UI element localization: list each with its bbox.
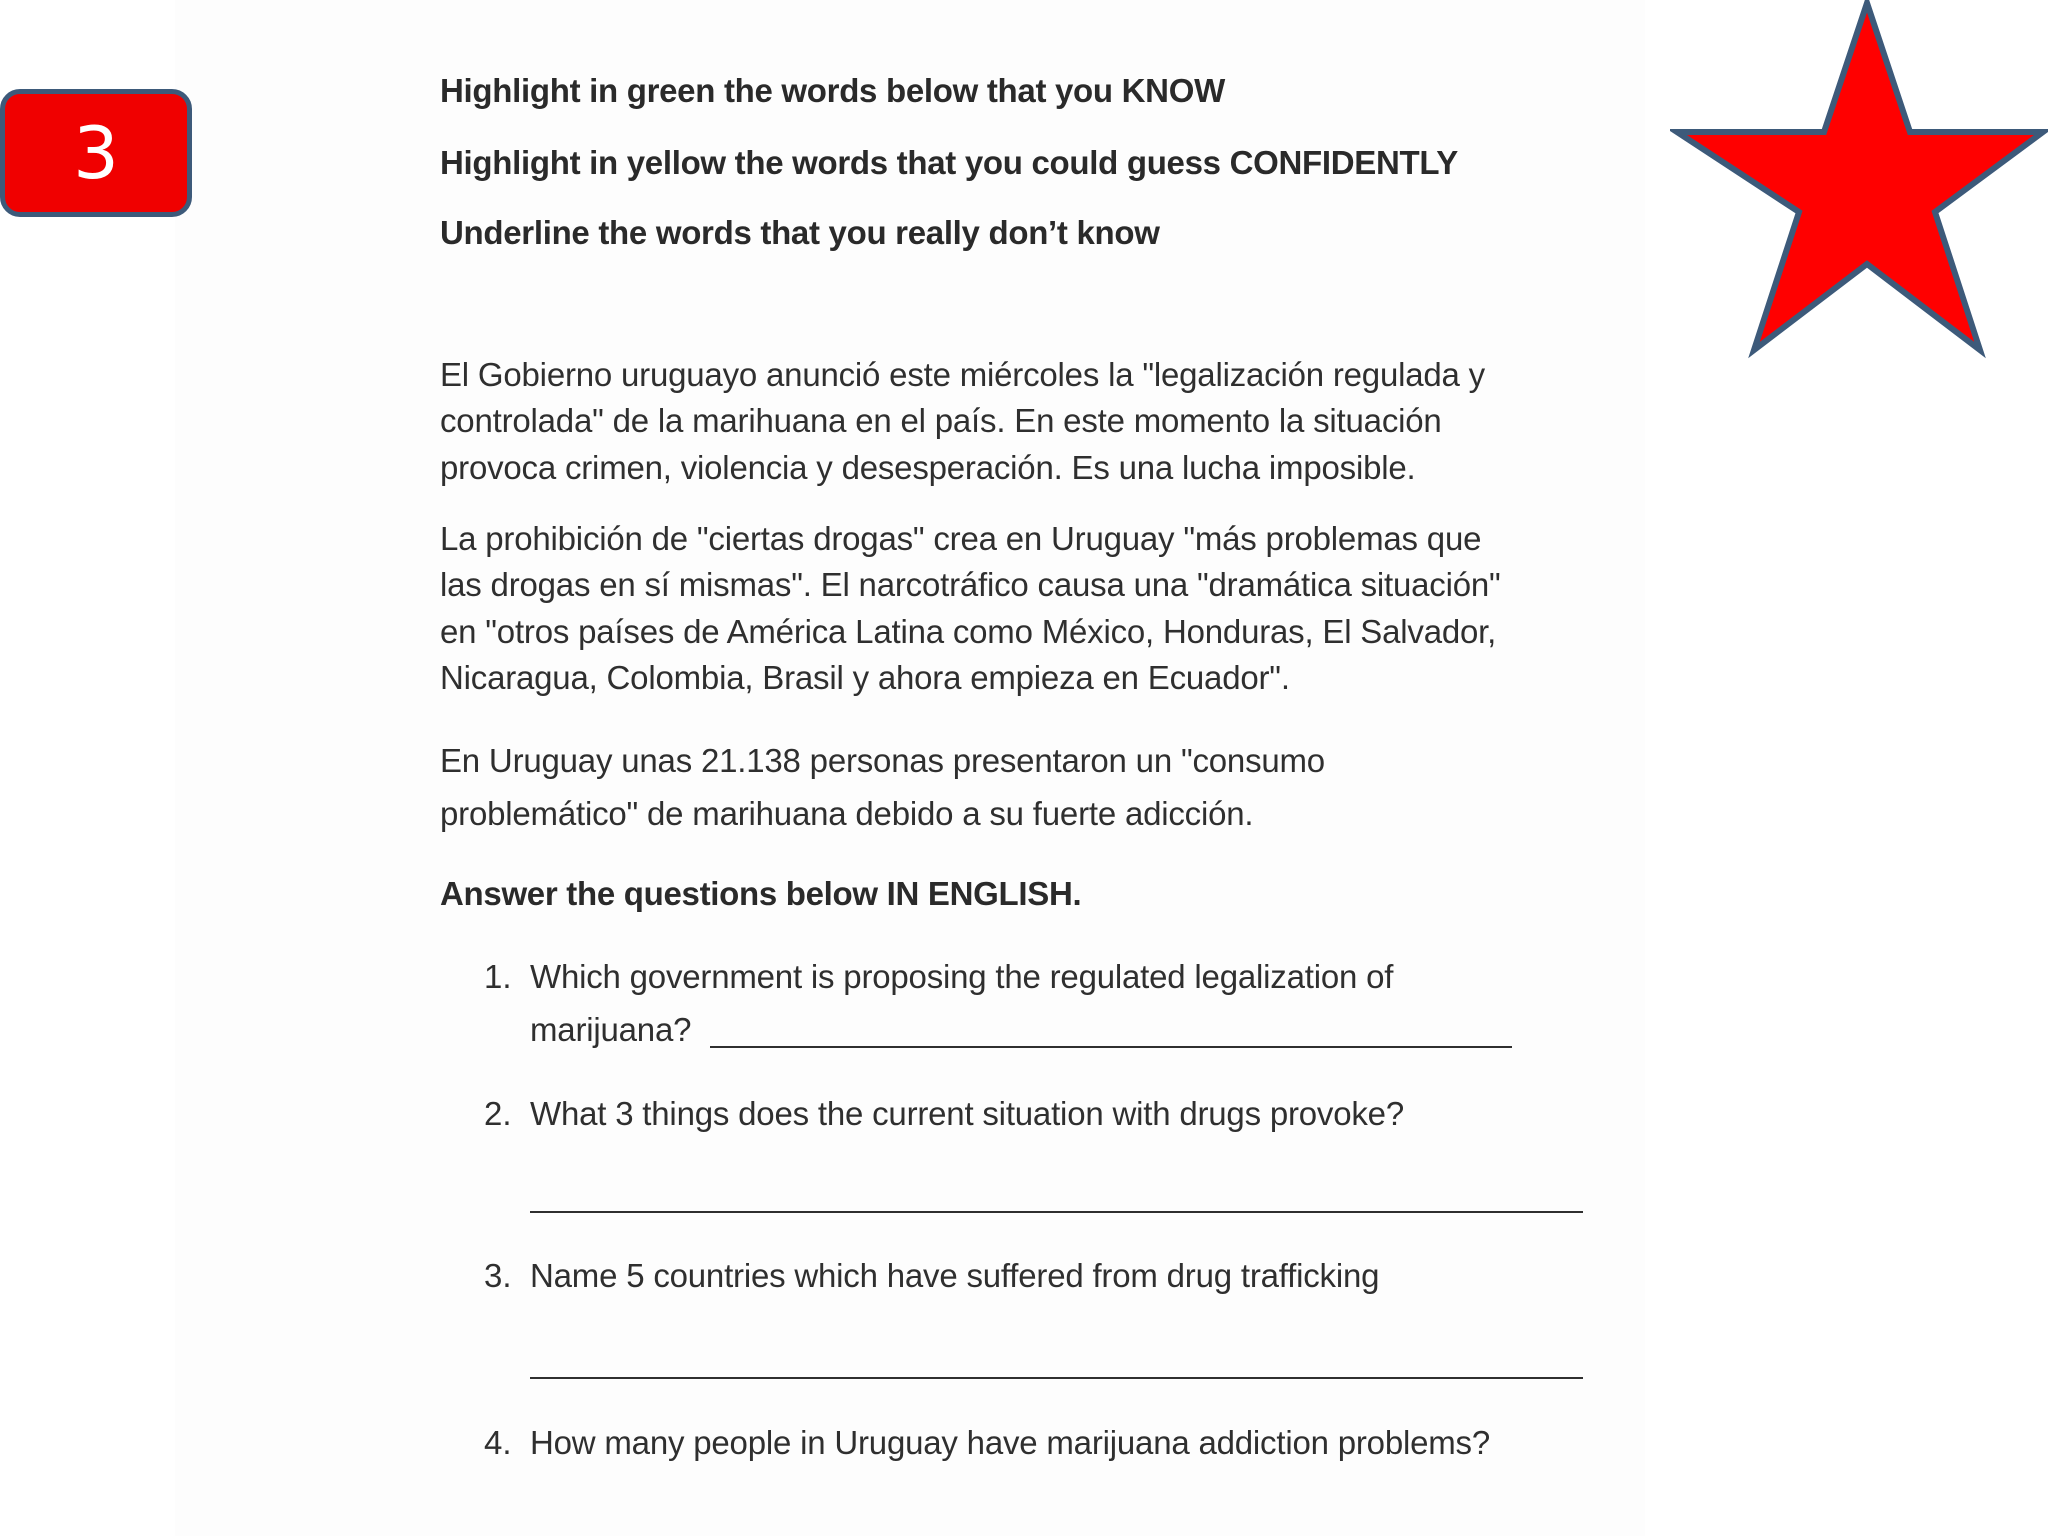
passage-p1-line-2: controlada" de la marihuana en el país. En este momento la situación	[440, 402, 1442, 439]
answer-1-blank[interactable]	[710, 1046, 1512, 1048]
question-1-text-line-1: Which government is proposing the regulated legalization of	[530, 958, 1394, 995]
passage-p3-line-1: En Uruguay unas 21.138 personas presentaron un "consumo	[440, 742, 1325, 779]
question-3-number: 3.	[484, 1257, 512, 1294]
question-3-text: Name 5 countries which have suffered from drug trafficking	[530, 1257, 1380, 1294]
passage-p2-line-4: Nicaragua, Colombia, Brasil y ahora empieza en Ecuador".	[440, 659, 1290, 696]
question-4-text: How many people in Uruguay have marijuana addiction problems?	[530, 1424, 1491, 1461]
red-star-icon	[1670, 0, 2048, 360]
instruction-underline: Underline the words that you really don’t know	[440, 214, 1160, 251]
star-shape	[1677, 3, 2043, 350]
question-1-text-line-2: marijuana?	[530, 1011, 692, 1048]
instruction-yellow: Highlight in yellow the words that you could guess CONFIDENTLY	[440, 144, 1458, 181]
questions-heading: Answer the questions below IN ENGLISH.	[440, 875, 1082, 912]
answer-3-blank[interactable]	[530, 1377, 1583, 1379]
slide-number-badge	[0, 89, 192, 217]
passage-p2-line-2: las drogas en sí mismas". El narcotráfico causa una "dramática situación"	[440, 566, 1501, 603]
passage-p2-line-1: La prohibición de "ciertas drogas" crea en Uruguay "más problemas que	[440, 520, 1482, 557]
slide-number: 3	[73, 111, 119, 195]
passage-p1-line-3: provoca crimen, violencia y desesperación. Es una lucha imposible.	[440, 449, 1416, 486]
question-2-number: 2.	[484, 1095, 512, 1132]
instruction-green: Highlight in green the words below that you KNOW	[440, 72, 1225, 109]
question-2-text: What 3 things does the current situation with drugs provoke?	[530, 1095, 1404, 1132]
passage-p2-line-3: en "otros países de América Latina como México, Honduras, El Salvador,	[440, 613, 1497, 650]
answer-2-blank[interactable]	[530, 1211, 1583, 1213]
passage-p1-line-1: El Gobierno uruguayo anunció este miércoles la "legalización regulada y	[440, 356, 1485, 393]
question-1-number: 1.	[484, 958, 512, 995]
passage-p3-line-2: problemático" de marihuana debido a su fuerte adicción.	[440, 795, 1254, 832]
question-4-number: 4.	[484, 1424, 512, 1461]
